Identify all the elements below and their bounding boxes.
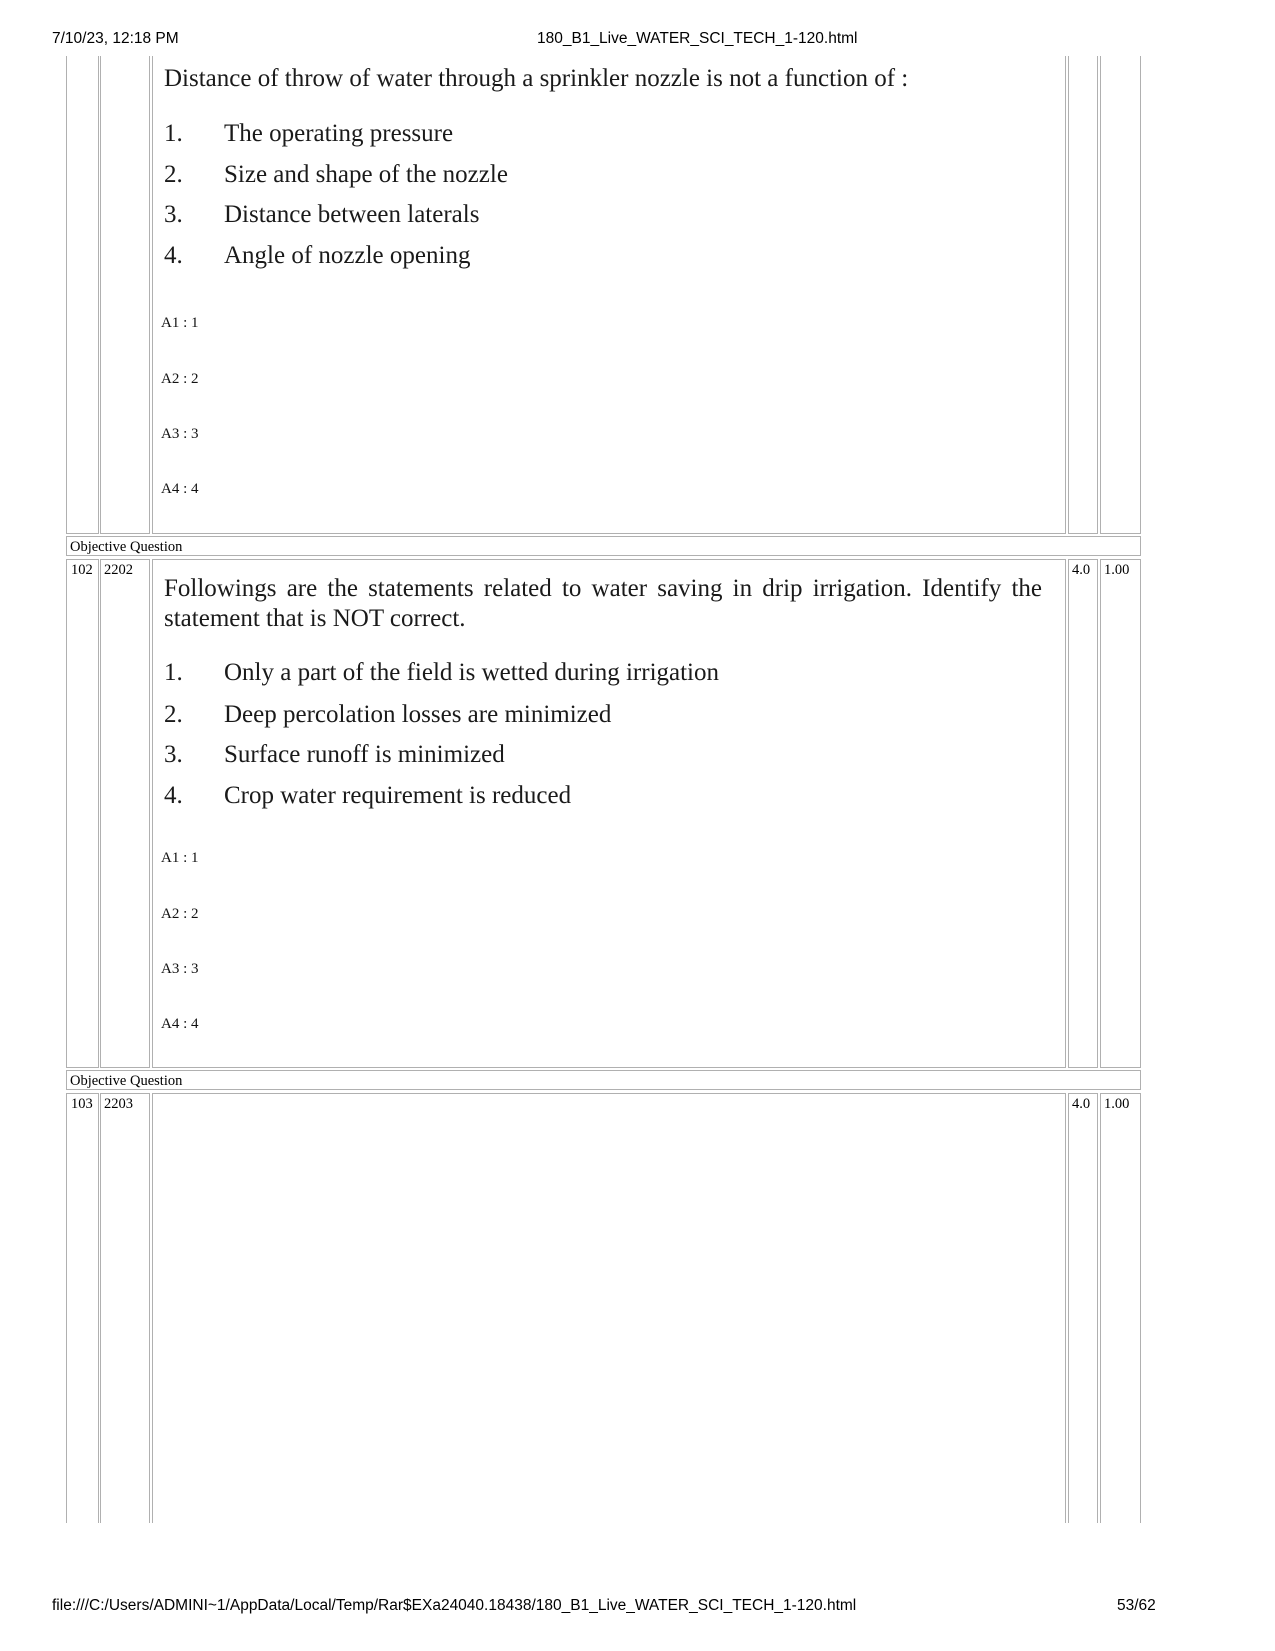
option-number: 4. (164, 242, 183, 269)
option-number: 1. (164, 120, 183, 147)
q103-marks-cell (1068, 1093, 1098, 1523)
q102-option-1 (164, 659, 864, 689)
q103-qid: 2203 (104, 1096, 133, 1112)
print-datetime: 7/10/23, 12:18 PM (52, 30, 179, 47)
q101-qid-cell (100, 56, 150, 534)
q101-option-2 (164, 161, 764, 191)
q102-negative-cell (1100, 559, 1141, 1068)
file-path: file:///C:/Users/ADMINI~1/AppData/Local/Temp/Rar$EXa24040.18438/180_B1_Live_WATER_SCI_TECH_1-120.html (52, 1597, 857, 1614)
q102-answer-3: A3 : 3 (161, 961, 199, 977)
q102-sno-cell (66, 559, 99, 1068)
option-number: 3. (164, 201, 183, 228)
q103-sno: 103 (71, 1096, 93, 1112)
q103-marks: 4.0 (1072, 1096, 1091, 1112)
option-number: 2. (164, 701, 183, 728)
option-text: Crop water requirement is reduced (224, 782, 572, 809)
q101-answer-1: A1 : 1 (161, 315, 199, 331)
q101-negative-cell (1100, 56, 1141, 534)
q101-option-1 (164, 120, 764, 150)
q101-question-cell (152, 56, 1066, 534)
q103-type-label: Objective Question (70, 1073, 183, 1089)
q102-marks: 4.0 (1072, 562, 1091, 578)
q102-answer-4: A4 : 4 (161, 1016, 199, 1032)
q103-qid-cell (100, 1093, 150, 1523)
q101-answer-3: A3 : 3 (161, 426, 199, 442)
q102-option-2 (164, 701, 864, 731)
q102-type-row (66, 536, 1141, 556)
option-text: Distance between laterals (224, 201, 480, 228)
q102-answer-2: A2 : 2 (161, 906, 199, 922)
q101-marks-cell (1068, 56, 1098, 534)
option-number: 2. (164, 161, 183, 188)
q102-question-cell (152, 559, 1066, 1068)
q101-stem: Distance of throw of water through a sprinkler nozzle is not a function of : (164, 65, 909, 92)
q102-option-4 (164, 782, 864, 812)
q103-question-cell (152, 1093, 1066, 1523)
q101-sno-cell (66, 56, 99, 534)
q101-option-3 (164, 201, 764, 231)
q102-option-3 (164, 741, 864, 771)
q102-qid-cell (100, 559, 150, 1068)
q101-answer-2: A2 : 2 (161, 371, 199, 387)
document-title: 180_B1_Live_WATER_SCI_TECH_1-120.html (537, 30, 858, 47)
option-text: Only a part of the field is wetted during irrigation (224, 659, 720, 686)
q102-type-label: Objective Question (70, 539, 183, 555)
option-number: 4. (164, 782, 183, 809)
q103-type-row (66, 1070, 1141, 1090)
q101-option-4 (164, 242, 764, 272)
option-text: Angle of nozzle opening (224, 242, 471, 269)
option-number: 3. (164, 741, 183, 768)
q102-marks-cell (1068, 559, 1098, 1068)
option-text: Deep percolation losses are minimized (224, 701, 612, 728)
q103-negative: 1.00 (1104, 1096, 1130, 1112)
option-text: The operating pressure (224, 120, 454, 147)
page-number: 53/62 (1117, 1597, 1156, 1614)
q102-answer-1: A1 : 1 (161, 850, 199, 866)
q102-qid: 2202 (104, 562, 133, 578)
q102-negative: 1.00 (1104, 562, 1130, 578)
q103-negative-cell (1100, 1093, 1141, 1523)
q103-sno-cell (66, 1093, 99, 1523)
q101-answer-4: A4 : 4 (161, 481, 199, 497)
option-text: Surface runoff is minimized (224, 741, 505, 768)
q102-sno: 102 (71, 562, 93, 578)
q102-stem: Followings are the statements related to water saving in drip irrigation. Identify the statement that is NOT correct. (164, 575, 1042, 632)
option-text: Size and shape of the nozzle (224, 161, 508, 188)
option-number: 1. (164, 659, 183, 686)
